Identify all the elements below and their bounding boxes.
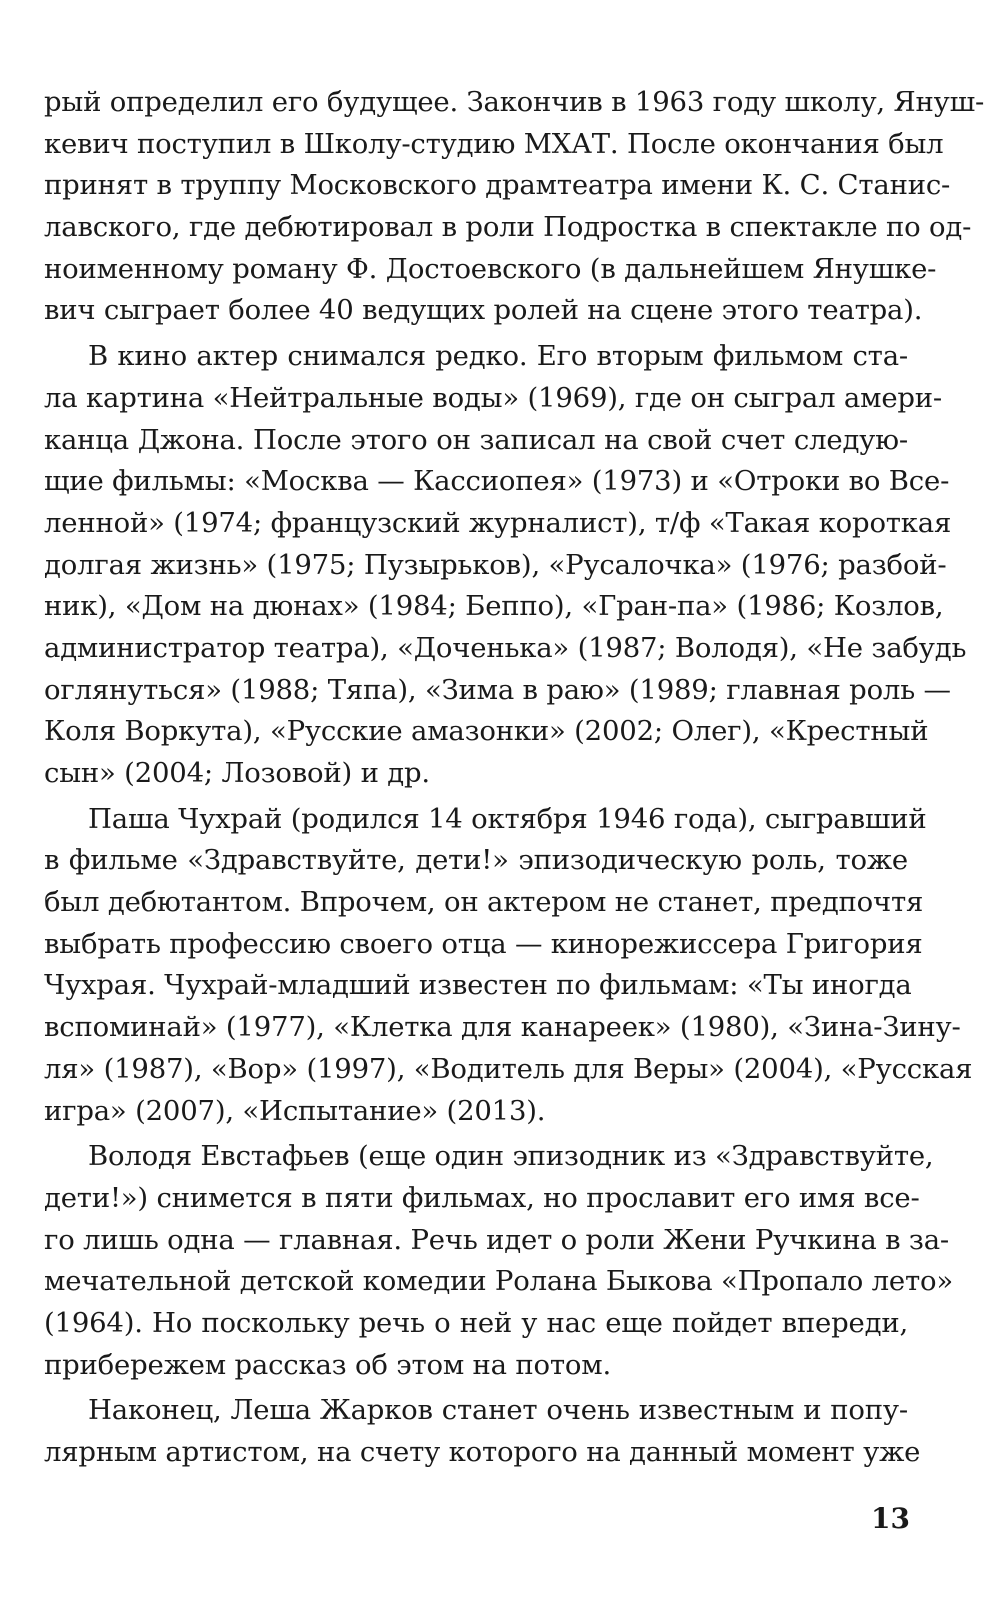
text-line: ленной» (1974; французский журналист), т/ф «Такая короткая (44, 506, 952, 539)
text-line: долгая жизнь» (1975; Пузырьков), «Русалочка» (1976; разбой- (44, 548, 947, 581)
text-line: В кино актер снимался редко. Его вторым фильмом ста- (88, 340, 908, 373)
paragraph-2 (44, 336, 967, 795)
text-line: мечательной детской комедии Ролана Быкова «Пропало лето» (44, 1265, 953, 1298)
text-line: Коля Воркута), «Русские амазонки» (2002; Олег), «Крестный (44, 715, 929, 748)
text-line: вспоминай» (1977), «Клетка для канареек» (1980), «Зина-Зину- (44, 1011, 961, 1044)
text-line: вич сыграет более 40 ведущих ролей на сцене этого театра). (44, 294, 923, 327)
text-line: ла картина «Нейтральные воды» (1969), где он сыграл амери- (44, 381, 943, 414)
text-line: Чухрая. Чухрай-младший известен по фильмам: «Ты иногда (44, 969, 912, 1002)
text-line: был дебютантом. Впрочем, он актером не станет, предпочтя (44, 886, 924, 919)
text-line: дети!») снимется в пяти фильмах, но прославит его имя все- (44, 1181, 920, 1214)
text-line: принят в труппу Московского драмтеатра имени К. С. Станис- (44, 169, 951, 202)
text-line: кевич поступил в Школу-студию МХАТ. После окончания был (44, 127, 944, 160)
text-line: оглянуться» (1988; Тяпа), «Зима в раю» (1989; главная роль — (44, 673, 951, 706)
text-line: лярным артистом, на счету которого на данный момент уже (44, 1436, 921, 1468)
text-line: щие фильмы: «Москва — Кассиопея» (1973) и «Отроки во Все- (44, 465, 950, 498)
text-line: ля» (1987), «Вор» (1997), «Водитель для Веры» (2004), «Русская (44, 1052, 973, 1085)
text-line: Володя Евстафьев (еще один эпизодник из «Здравствуйте, (88, 1140, 934, 1173)
text-line: канца Джона. После этого он записал на свой счет следую- (44, 423, 908, 456)
text-line: в фильме «Здравствуйте, дети!» эпизодическую роль, тоже (44, 844, 908, 877)
text-line: игра» (2007), «Испытание» (2013). (44, 1094, 546, 1127)
text-line: го лишь одна — главная. Речь идет о роли Жени Ручкина в за- (44, 1223, 949, 1256)
text-line: сын» (2004; Лозовой) и др. (44, 757, 430, 789)
paragraph-5 (44, 1390, 921, 1473)
page-number: 13 (871, 1502, 910, 1535)
paragraph-3 (44, 799, 973, 1133)
text-line: Паша Чухрай (родился 14 октября 1946 года), сыгравший (88, 802, 927, 835)
paragraph-1 (44, 82, 985, 332)
text-line: (1964). Но поскольку речь о ней у нас еще пойдет впереди, (44, 1306, 908, 1339)
text-line: рый определил его будущее. Закончив в 1963 году школу, Януш- (44, 86, 985, 118)
paragraph-4 (44, 1136, 953, 1386)
text-line: Наконец, Леша Жарков станет очень известным и попу- (88, 1394, 908, 1427)
text-line: ноименному роману Ф. Достоевского (в дальнейшем Янушке- (44, 252, 937, 285)
text-line: лавского, где дебютировал в роли Подростка в спектакле по од- (44, 211, 972, 244)
text-line: выбрать профессию своего отца — кинорежиссера Григория (44, 927, 923, 960)
text-line: администратор театра), «Доченька» (1987; Володя), «Не забудь (44, 631, 967, 664)
body-text (44, 82, 985, 1474)
text-line: прибережем рассказ об этом на потом. (44, 1348, 612, 1381)
text-line: ник), «Дом на дюнах» (1984; Беппо), «Гран-па» (1986; Козлов, (44, 590, 944, 623)
